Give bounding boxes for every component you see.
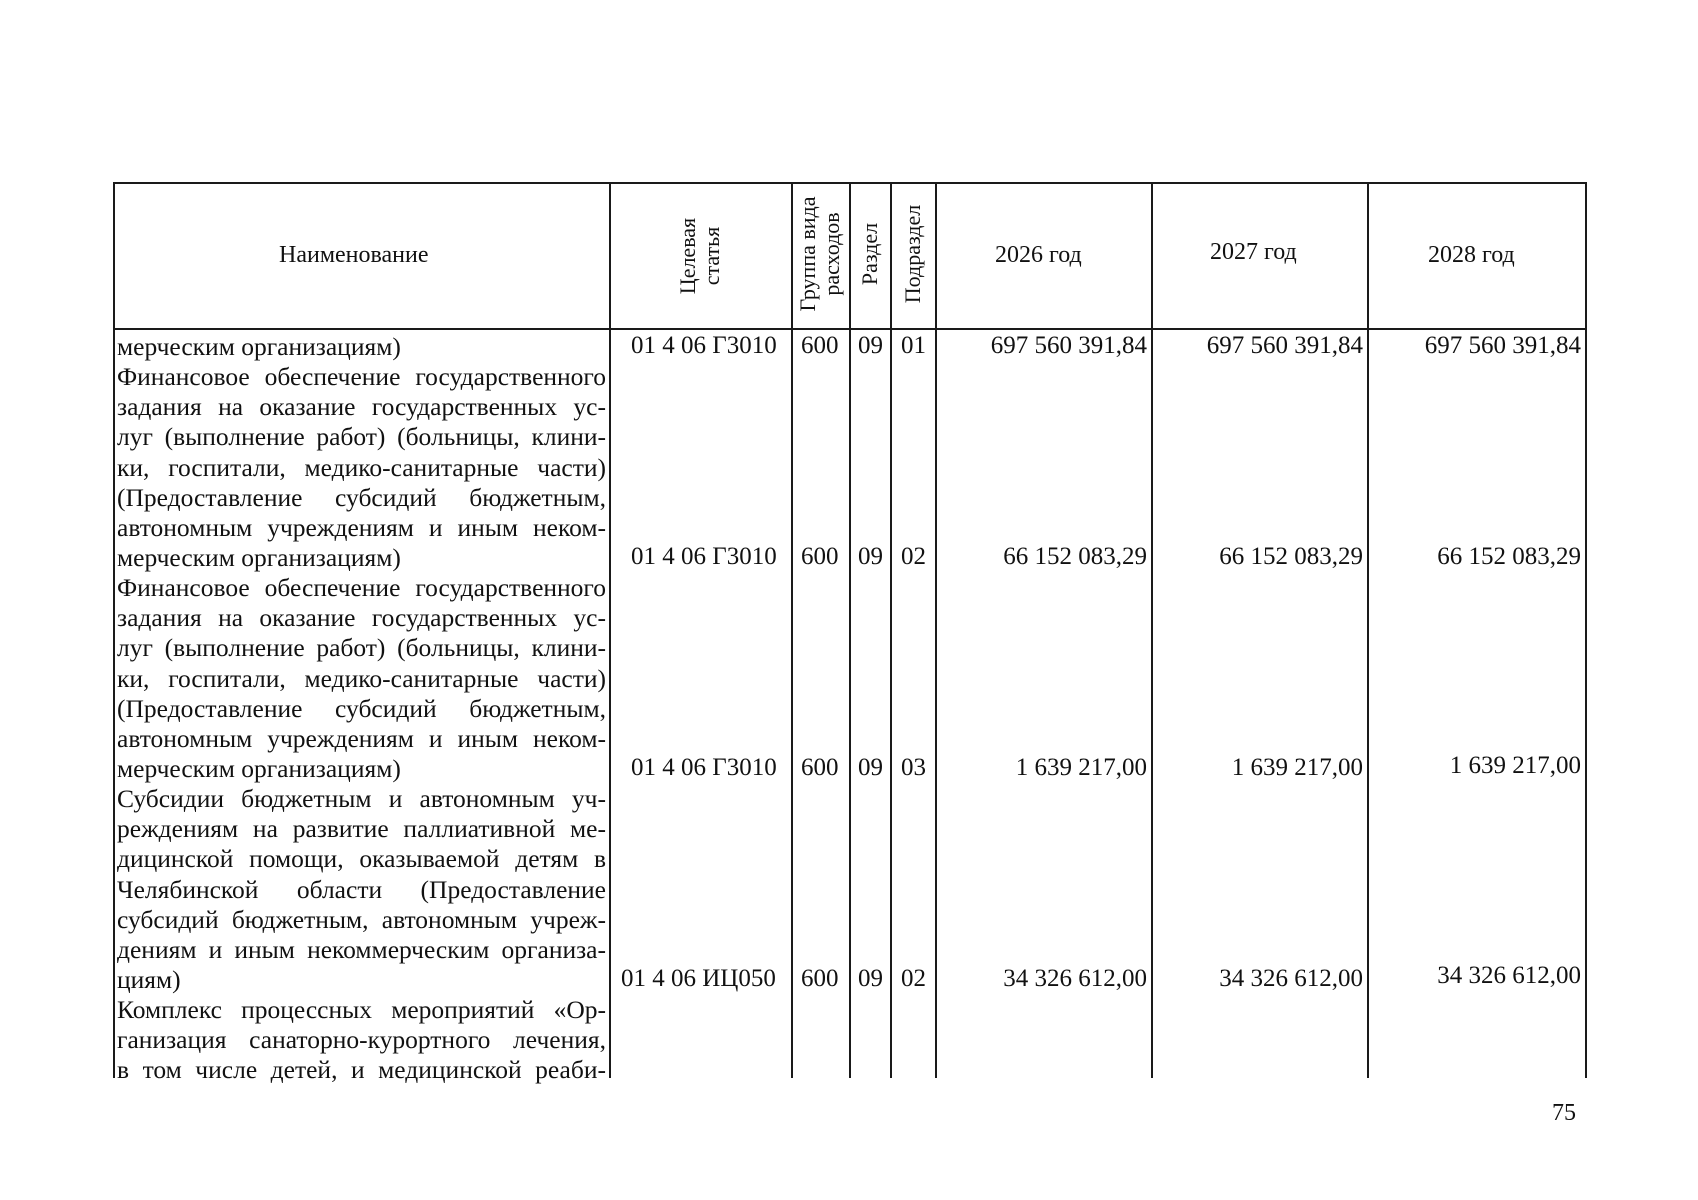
col-border-right [1585, 182, 1587, 1078]
description-line: автономным учреждениям и иным неком- [117, 723, 606, 753]
row-expense-group: 600 [801, 965, 839, 992]
header-2026: 2026 год [995, 242, 1082, 268]
row-description [117, 784, 606, 995]
row-subsection: 03 [901, 754, 926, 781]
header-section: Раздел [857, 222, 882, 286]
row-section: 09 [858, 332, 883, 359]
description-line: (Предоставление субсидий бюджетным, [117, 693, 606, 723]
header-target-article-line2: статья [699, 226, 724, 286]
description-line: луг (выполнение работ) (больницы, клини- [117, 422, 606, 452]
row-amount-2028: 34 326 612,00 [1437, 962, 1581, 989]
row-section: 09 [858, 754, 883, 781]
description-line: в том числе детей, и медицинской реаби- [117, 1055, 606, 1085]
row-subsection: 02 [901, 965, 926, 992]
description-line: Финансовое обеспечение государственного [117, 362, 606, 391]
row-expense-group: 600 [801, 332, 839, 359]
col-border-name [609, 182, 611, 1078]
header-expense-group [796, 197, 844, 312]
header-target-article [676, 218, 724, 294]
col-border-2026 [1151, 182, 1153, 1078]
row-expense-group: 600 [801, 754, 839, 781]
row-amount-2026: 34 326 612,00 [1003, 965, 1147, 992]
description-line: (Предоставление субсидий бюджетным, [117, 482, 606, 512]
col-border-article [791, 182, 793, 1078]
row-amount-2028: 66 152 083,29 [1437, 543, 1581, 570]
col-border-group [849, 182, 851, 1078]
header-2027: 2027 год [1210, 239, 1297, 265]
description-line: автономным учреждениям и иным неком- [117, 512, 606, 542]
row-subsection: 02 [901, 543, 926, 570]
row-expense-group: 600 [801, 543, 839, 570]
description-line: субсидий бюджетным, автономным учреж- [117, 904, 606, 934]
row-amount-2026: 697 560 391,84 [990, 332, 1147, 359]
description-line: реждениям на развитие паллиативной ме- [117, 814, 606, 844]
row-amount-2027: 66 152 083,29 [1219, 543, 1363, 570]
description-line: Субсидии бюджетным и автономным уч- [117, 784, 606, 813]
description-line: мерческим организациям) [117, 332, 401, 361]
col-border-left [113, 182, 115, 1078]
row-target-article: 01 4 06 Г3010 [631, 543, 777, 570]
row-subsection: 01 [901, 332, 926, 359]
row-amount-2026: 66 152 083,29 [1003, 543, 1147, 570]
description-line: мерческим организациям) [117, 754, 401, 784]
description-line: Челябинской области (Предоставление [117, 874, 606, 904]
row-description [117, 573, 606, 784]
description-line: циям) [117, 965, 181, 995]
row-amount-2027: 34 326 612,00 [1219, 965, 1363, 992]
row-amount-2027: 697 560 391,84 [1206, 332, 1363, 359]
description-line: ки, госпитали, медико-санитарные части) [117, 663, 606, 693]
header-2028: 2028 год [1428, 242, 1515, 268]
row-description [117, 995, 606, 1086]
description-line: луг (выполнение работ) (больницы, клини- [117, 633, 606, 663]
description-line: ки, госпитали, медико-санитарные части) [117, 452, 606, 482]
row-target-article: 01 4 06 Г3010 [631, 332, 777, 359]
header-expense-group-line2: расходов [819, 212, 844, 296]
description-line: задания на оказание государственных ус- [117, 392, 606, 422]
row-amount-2028: 697 560 391,84 [1424, 332, 1581, 359]
col-border-subsection [935, 182, 937, 1078]
row-amount-2026: 1 639 217,00 [1015, 754, 1147, 781]
row-target-article: 01 4 06 Г3010 [631, 754, 777, 781]
row-section: 09 [858, 543, 883, 570]
row-description [117, 362, 606, 573]
budget-table [113, 182, 1587, 1085]
col-border-2027 [1367, 182, 1369, 1078]
description-line: ганизация санаторно-курортного лечения, [117, 1025, 606, 1055]
header-expense-group-line1: Группа вида [795, 196, 820, 312]
page-number: 75 [1552, 1100, 1576, 1126]
description-line: дицинской помощи, оказываемой детям в [117, 844, 606, 874]
description-line: Комплекс процессных мероприятий «Ор- [117, 995, 606, 1024]
description-line: задания на оказание государственных ус- [117, 603, 606, 633]
header-subsection: Подраздел [900, 204, 925, 304]
col-border-section [890, 182, 892, 1078]
description-line: Финансовое обеспечение государственного [117, 573, 606, 602]
header-target-article-line1: Целевая [675, 217, 700, 295]
header-name: Наименование [279, 242, 429, 268]
description-line: дениям и иным некоммерческим организа- [117, 934, 606, 964]
row-amount-2027: 1 639 217,00 [1231, 754, 1363, 781]
row-target-article: 01 4 06 ИЦ050 [621, 965, 776, 992]
row-amount-2028: 1 639 217,00 [1449, 752, 1581, 779]
row-description [117, 332, 606, 362]
row-section: 09 [858, 965, 883, 992]
description-line: мерческим организациям) [117, 543, 401, 573]
